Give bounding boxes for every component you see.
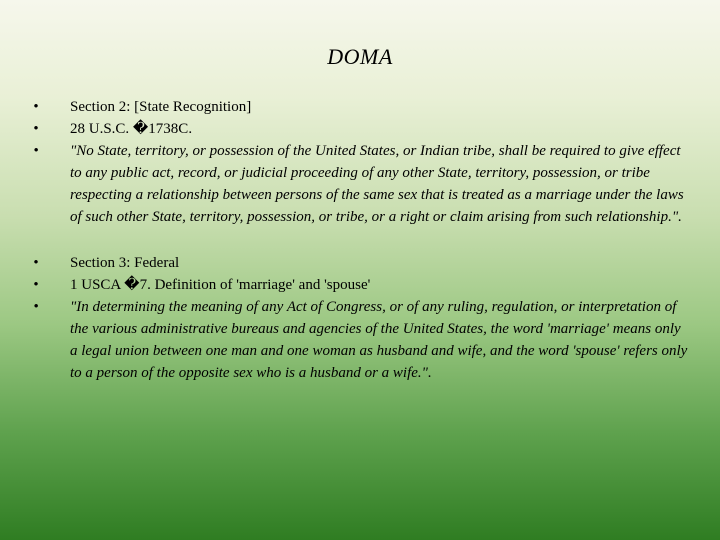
list-item-text: Section 2: [State Recognition] (70, 99, 252, 115)
list-item (30, 274, 690, 296)
bullet-icon: • (33, 99, 39, 115)
bullet-icon: • (33, 277, 39, 293)
list-item (30, 296, 690, 384)
slide-title: DOMA (327, 44, 393, 69)
quote-text: "In determining the meaning of any Act of Congress, or of any ruling, regulation, or interpretation of the various administrative bureaus and agencies of the United States, the word 'marriage' means only a legal union between one man and one woman as husband and wife, and the word 'spouse' refers only to a person of the opposite sex who is a husband or a wife.". (70, 299, 688, 381)
list-item-text: 28 U.S.C. �1738C. (70, 121, 193, 137)
list-item (30, 140, 690, 228)
section-spacer (30, 228, 690, 252)
bullet-icon: • (33, 299, 39, 315)
list-item (30, 252, 690, 274)
quote-text: "No State, territory, or possession of the United States, or Indian tribe, shall be required to give effect to any public act, record, or judicial proceeding of any other State, territory, possession, or tribe respecting a relationship between persons of the same sex that is treated as a marriage under the laws of such other State, territory, possession, or tribe, or a right or claim arising from such relationship.". (70, 143, 684, 225)
list-item (30, 118, 690, 140)
bullet-icon: • (33, 255, 39, 271)
bullet-icon: • (33, 121, 39, 137)
bullet-icon: • (33, 143, 39, 159)
list-item-text: 1 USCA �7. Definition of 'marriage' and 'spouse' (70, 277, 371, 293)
bullet-list (30, 96, 690, 384)
list-item-text: Section 3: Federal (70, 255, 180, 271)
list-item (30, 96, 690, 118)
